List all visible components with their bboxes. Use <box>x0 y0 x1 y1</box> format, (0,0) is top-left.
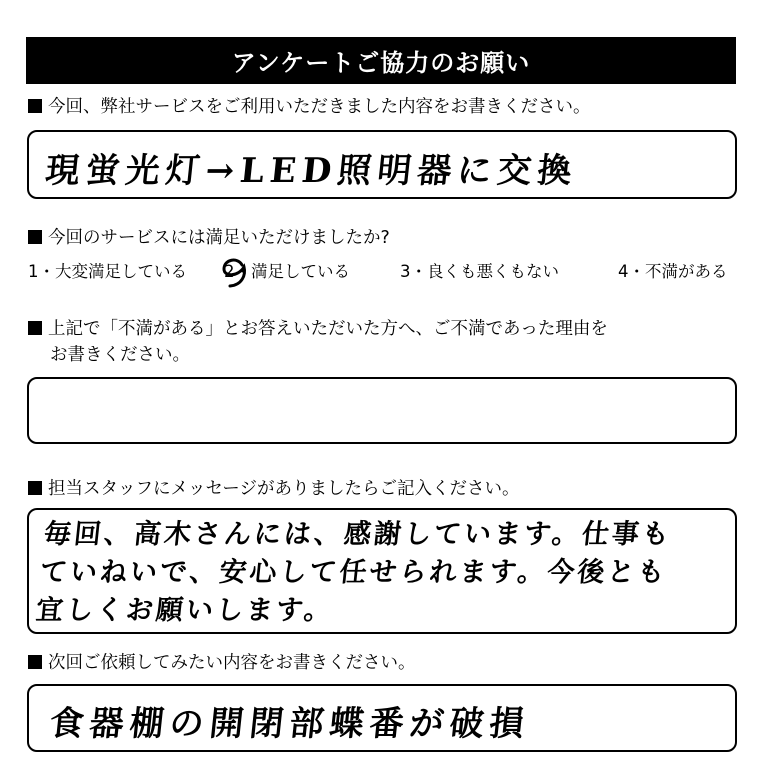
answer-4-handwriting <box>34 516 674 630</box>
question-5 <box>28 650 416 676</box>
question-1-text: 今回、弊社サービスをご利用いただきました内容をお書きください。 <box>48 97 591 117</box>
answer-4-line-1: 毎回、高木さんには、感謝しています。仕事も <box>42 519 674 550</box>
option-4: 4・不満がある <box>618 262 728 281</box>
square-bullet-icon <box>28 481 42 495</box>
satisfaction-options <box>28 258 738 284</box>
option-2: 2・満足している <box>224 262 350 281</box>
answer-5-handwriting: 食器棚の開閉部蝶番が破損 <box>47 704 532 744</box>
question-3-text-line1: 上記で「不満がある」とお答えいただいた方へ、ご不満であった理由を <box>48 319 608 339</box>
option-3: 3・良くも悪くもない <box>400 262 559 281</box>
square-bullet-icon <box>28 230 42 244</box>
answer-box-3 <box>27 377 737 444</box>
question-4 <box>28 476 519 502</box>
question-2-text: 今回のサービスには満足いただけましたか? <box>48 228 390 248</box>
answer-1-handwriting: 現蛍光灯→LED照明器に交換 <box>43 151 580 191</box>
survey-title: アンケートご協力のお願い <box>231 49 531 77</box>
question-2 <box>28 225 390 251</box>
question-4-text: 担当スタッフにメッセージがありましたらご記入ください。 <box>48 479 520 499</box>
survey-title-bar <box>26 37 736 84</box>
selected-option-circle-icon <box>218 255 252 289</box>
question-1 <box>28 94 591 120</box>
answer-4-line-3: 宜しくお願いします。 <box>34 595 336 626</box>
question-3-text-line2: お書きください。 <box>50 345 190 365</box>
square-bullet-icon <box>28 99 42 113</box>
square-bullet-icon <box>28 655 42 669</box>
question-5-text: 次回ご依頼してみたい内容をお書きください。 <box>48 653 416 673</box>
answer-4-line-2: ていねいで、安心して任せられます。今後とも <box>38 557 669 588</box>
question-3 <box>28 316 608 342</box>
square-bullet-icon <box>28 321 42 335</box>
option-1: 1・大変満足している <box>28 262 187 281</box>
question-3-line2 <box>50 342 190 368</box>
